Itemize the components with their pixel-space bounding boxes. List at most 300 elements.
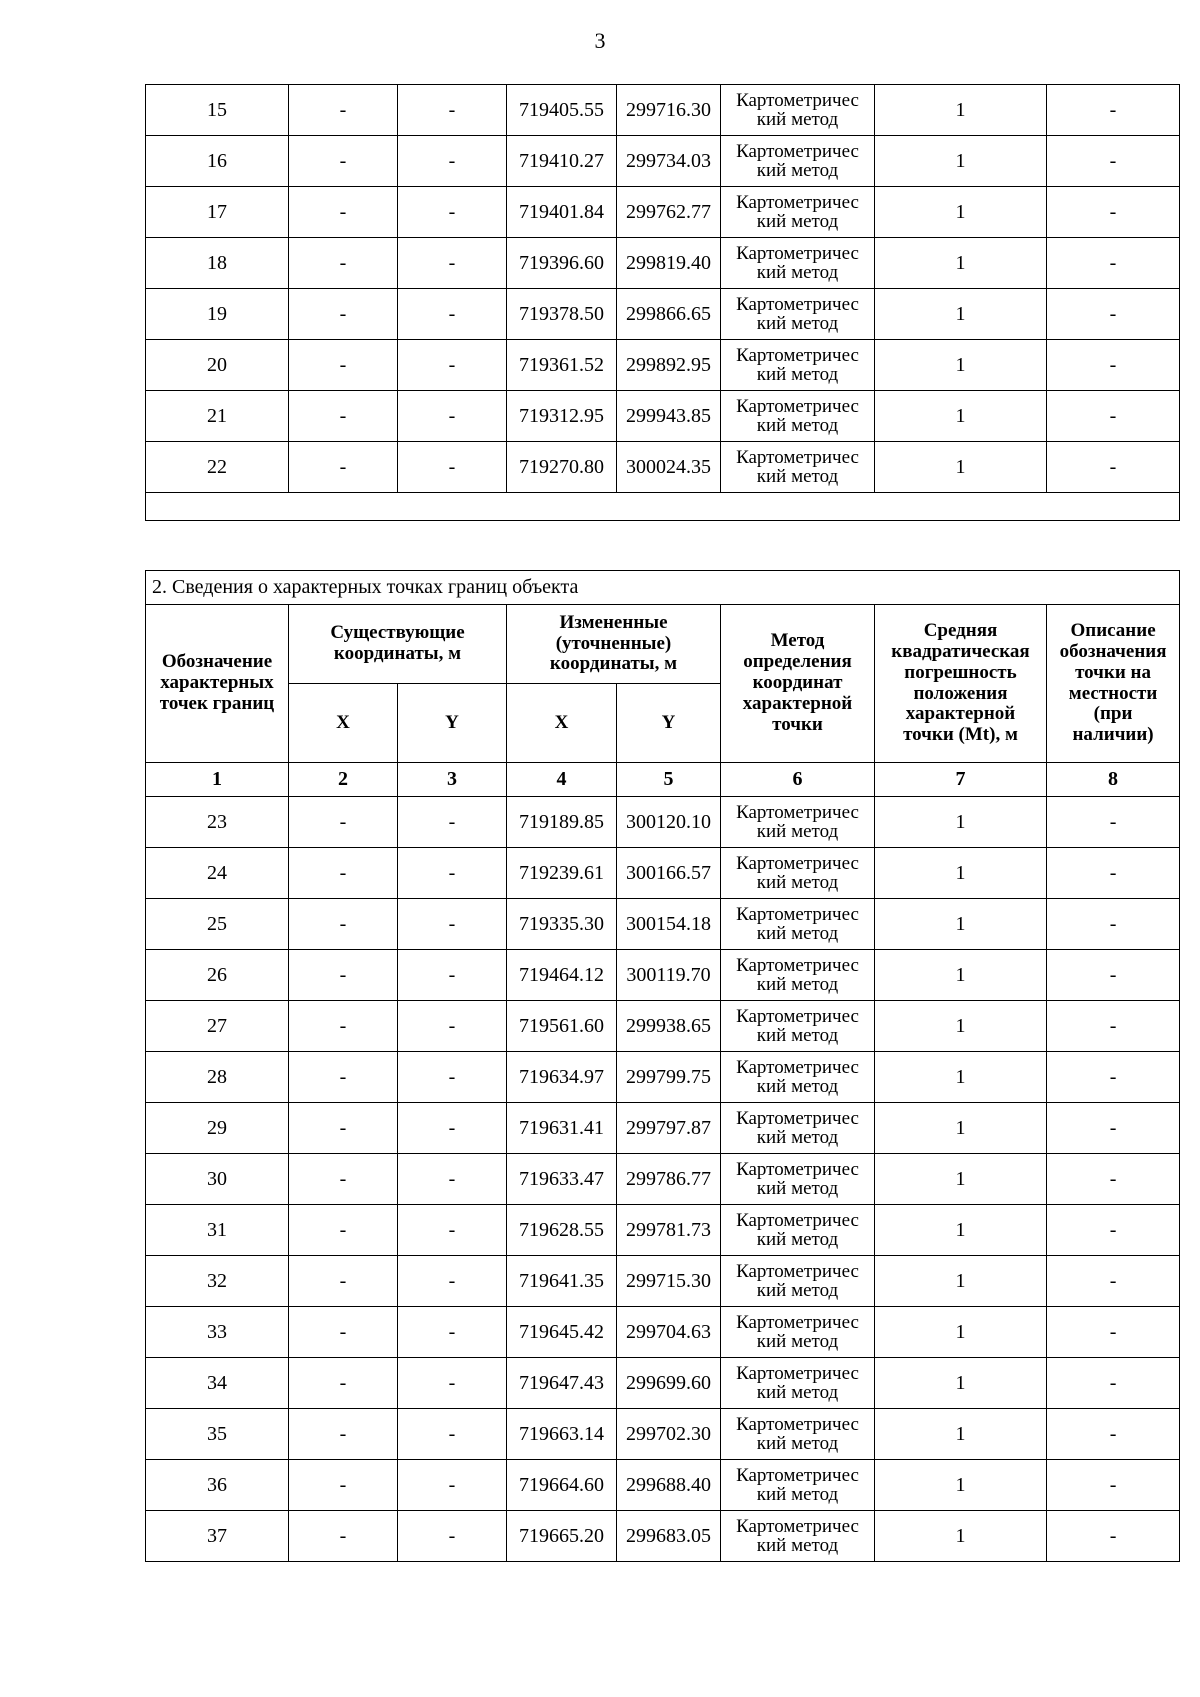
- method-line: кий метод: [756, 1076, 839, 1097]
- header-changed-coords: [507, 605, 721, 684]
- method-cell: [721, 391, 875, 442]
- existing-y-cell: -: [398, 238, 507, 289]
- mt-cell: 1: [875, 1256, 1047, 1307]
- method-cell: [721, 442, 875, 493]
- table-row: [146, 1256, 1180, 1307]
- existing-y-cell: -: [398, 1409, 507, 1460]
- empty-row: [146, 493, 1180, 521]
- table-row: [146, 1205, 1180, 1256]
- changed-y-cell: 299819.40: [617, 238, 721, 289]
- changed-y-cell: 299762.77: [617, 187, 721, 238]
- point-designation-cell: 21: [146, 391, 289, 442]
- method-line: кий метод: [756, 1229, 839, 1250]
- point-designation-cell: 33: [146, 1307, 289, 1358]
- table-row: [146, 1052, 1180, 1103]
- method-cell: [721, 1154, 875, 1205]
- changed-y-cell: 299699.60: [617, 1358, 721, 1409]
- header-line: Описание: [1070, 619, 1156, 641]
- method-cell: [721, 1052, 875, 1103]
- changed-y-cell: 299702.30: [617, 1409, 721, 1460]
- method-line: кий метод: [756, 262, 839, 283]
- method-cell: [721, 187, 875, 238]
- table-row: [146, 950, 1180, 1001]
- changed-y-cell: 299704.63: [617, 1307, 721, 1358]
- header-line: координаты, м: [333, 643, 462, 664]
- method-line: Картометричес: [736, 1209, 859, 1231]
- method-line: кий метод: [756, 1331, 839, 1352]
- boundary-points-body: [146, 797, 1180, 1562]
- existing-y-cell: -: [398, 950, 507, 1001]
- table-row: [146, 1409, 1180, 1460]
- method-line: Картометричес: [736, 1311, 859, 1333]
- existing-x-cell: -: [289, 1154, 398, 1205]
- changed-x-cell: 719663.14: [507, 1409, 617, 1460]
- existing-x-cell: -: [289, 85, 398, 136]
- existing-y-cell: -: [398, 187, 507, 238]
- existing-y-cell: -: [398, 1154, 507, 1205]
- mt-cell: 1: [875, 1409, 1047, 1460]
- header-line: характерной: [742, 692, 853, 714]
- changed-y-cell: 299786.77: [617, 1154, 721, 1205]
- point-designation-cell: 28: [146, 1052, 289, 1103]
- method-cell: [721, 1103, 875, 1154]
- point-designation-cell: 19: [146, 289, 289, 340]
- header-line: Метод: [770, 630, 825, 652]
- header-line: Обозначение: [161, 651, 273, 673]
- method-line: Картометричес: [736, 395, 859, 417]
- mt-cell: 1: [875, 899, 1047, 950]
- existing-x-cell: -: [289, 848, 398, 899]
- changed-y-cell: 300154.18: [617, 899, 721, 950]
- existing-x-cell: -: [289, 136, 398, 187]
- point-designation-cell: 32: [146, 1256, 289, 1307]
- description-cell: -: [1047, 797, 1180, 848]
- header-line: точки (Mt), м: [903, 724, 1018, 746]
- point-designation-cell: 15: [146, 85, 289, 136]
- column-number: 2: [289, 763, 398, 797]
- empty-cell: [146, 493, 1180, 521]
- method-line: кий метод: [756, 821, 839, 842]
- method-cell: [721, 1409, 875, 1460]
- existing-y-cell: -: [398, 1001, 507, 1052]
- column-number: 8: [1047, 763, 1180, 797]
- column-number: 5: [617, 763, 721, 797]
- method-cell: [721, 1358, 875, 1409]
- method-line: Картометричес: [736, 293, 859, 315]
- mt-cell: 1: [875, 1511, 1047, 1562]
- existing-y-cell: -: [398, 1460, 507, 1511]
- changed-y-cell: 299892.95: [617, 340, 721, 391]
- mt-cell: 1: [875, 442, 1047, 493]
- description-cell: -: [1047, 1511, 1180, 1562]
- header-existing-x: X: [289, 684, 398, 763]
- header-line: (уточненные): [555, 632, 672, 654]
- point-designation-cell: 24: [146, 848, 289, 899]
- point-designation-cell: 35: [146, 1409, 289, 1460]
- method-line: Картометричес: [736, 1413, 859, 1435]
- changed-x-cell: 719396.60: [507, 238, 617, 289]
- method-line: Картометричес: [736, 1464, 859, 1486]
- existing-y-cell: -: [398, 848, 507, 899]
- method-line: кий метод: [756, 415, 839, 436]
- changed-y-cell: 299938.65: [617, 1001, 721, 1052]
- existing-x-cell: -: [289, 187, 398, 238]
- table-row: [146, 1307, 1180, 1358]
- existing-x-cell: -: [289, 289, 398, 340]
- description-cell: -: [1047, 1103, 1180, 1154]
- method-cell: [721, 1511, 875, 1562]
- point-designation-cell: 27: [146, 1001, 289, 1052]
- method-line: кий метод: [756, 872, 839, 893]
- existing-y-cell: -: [398, 442, 507, 493]
- header-line: характерной: [905, 703, 1016, 725]
- method-line: кий метод: [756, 466, 839, 487]
- existing-y-cell: -: [398, 136, 507, 187]
- changed-y-cell: 299799.75: [617, 1052, 721, 1103]
- method-line: кий метод: [756, 364, 839, 385]
- existing-y-cell: -: [398, 1103, 507, 1154]
- description-cell: -: [1047, 391, 1180, 442]
- method-cell: [721, 1205, 875, 1256]
- existing-y-cell: -: [398, 391, 507, 442]
- method-line: кий метод: [756, 1535, 839, 1556]
- method-line: кий метод: [756, 1178, 839, 1199]
- method-line: кий метод: [756, 313, 839, 334]
- table-row: [146, 797, 1180, 848]
- point-designation-cell: 17: [146, 187, 289, 238]
- method-line: Картометричес: [736, 140, 859, 162]
- table-row: [146, 1001, 1180, 1052]
- point-designation-cell: 29: [146, 1103, 289, 1154]
- boundary-points-table: [145, 570, 1180, 1562]
- column-number: 4: [507, 763, 617, 797]
- method-line: Картометричес: [736, 1107, 859, 1129]
- description-cell: -: [1047, 1460, 1180, 1511]
- header-line: определения: [743, 651, 852, 673]
- method-line: Картометричес: [736, 1515, 859, 1537]
- existing-x-cell: -: [289, 238, 398, 289]
- method-line: кий метод: [756, 211, 839, 232]
- existing-y-cell: -: [398, 1307, 507, 1358]
- table-row: [146, 187, 1180, 238]
- method-line: кий метод: [756, 1382, 839, 1403]
- page-number: 3: [594, 28, 606, 53]
- table-row: [146, 85, 1180, 136]
- point-designation-cell: 22: [146, 442, 289, 493]
- method-line: кий метод: [756, 974, 839, 995]
- existing-x-cell: -: [289, 1358, 398, 1409]
- existing-y-cell: -: [398, 1358, 507, 1409]
- table-row: [146, 1511, 1180, 1562]
- point-designation-cell: 16: [146, 136, 289, 187]
- table-row: [146, 1460, 1180, 1511]
- method-line: кий метод: [756, 1433, 839, 1454]
- description-cell: -: [1047, 1052, 1180, 1103]
- point-designation-cell: 34: [146, 1358, 289, 1409]
- existing-x-cell: -: [289, 391, 398, 442]
- section-title: 2. Сведения о характерных точках границ объекта: [146, 571, 1180, 605]
- existing-y-cell: -: [398, 1256, 507, 1307]
- point-designation-cell: 23: [146, 797, 289, 848]
- table-row: [146, 136, 1180, 187]
- header-existing-y: Y: [398, 684, 507, 763]
- mt-cell: 1: [875, 187, 1047, 238]
- header-existing-coords: [289, 605, 507, 684]
- changed-x-cell: 719239.61: [507, 848, 617, 899]
- existing-x-cell: -: [289, 442, 398, 493]
- header-point-designation: [146, 605, 289, 763]
- header-line: положения: [913, 682, 1008, 704]
- changed-x-cell: 719410.27: [507, 136, 617, 187]
- points-table-continued: [145, 84, 1180, 521]
- existing-x-cell: -: [289, 340, 398, 391]
- method-line: Картометричес: [736, 191, 859, 213]
- description-cell: -: [1047, 340, 1180, 391]
- mt-cell: 1: [875, 1103, 1047, 1154]
- changed-y-cell: 299715.30: [617, 1256, 721, 1307]
- existing-x-cell: -: [289, 797, 398, 848]
- column-number: 7: [875, 763, 1047, 797]
- header-line: (при: [1093, 703, 1133, 725]
- existing-x-cell: -: [289, 1511, 398, 1562]
- description-cell: -: [1047, 442, 1180, 493]
- header-line: обозначения: [1059, 640, 1167, 662]
- method-cell: [721, 238, 875, 289]
- changed-x-cell: 719631.41: [507, 1103, 617, 1154]
- method-cell: [721, 340, 875, 391]
- point-designation-cell: 30: [146, 1154, 289, 1205]
- header-changed-x: X: [507, 684, 617, 763]
- changed-y-cell: 300024.35: [617, 442, 721, 493]
- mt-cell: 1: [875, 797, 1047, 848]
- changed-x-cell: 719312.95: [507, 391, 617, 442]
- mt-cell: 1: [875, 1001, 1047, 1052]
- existing-y-cell: -: [398, 1052, 507, 1103]
- method-line: Картометричес: [736, 1056, 859, 1078]
- description-cell: -: [1047, 187, 1180, 238]
- method-cell: [721, 848, 875, 899]
- header-line: квадратическая: [891, 640, 1030, 662]
- mt-cell: 1: [875, 1205, 1047, 1256]
- method-cell: [721, 85, 875, 136]
- changed-y-cell: 299688.40: [617, 1460, 721, 1511]
- column-number: 6: [721, 763, 875, 797]
- existing-x-cell: -: [289, 899, 398, 950]
- existing-x-cell: -: [289, 950, 398, 1001]
- header-changed-y: Y: [617, 684, 721, 763]
- method-line: кий метод: [756, 160, 839, 181]
- point-designation-cell: 31: [146, 1205, 289, 1256]
- description-cell: -: [1047, 848, 1180, 899]
- mt-cell: 1: [875, 391, 1047, 442]
- existing-y-cell: -: [398, 1205, 507, 1256]
- existing-x-cell: -: [289, 1001, 398, 1052]
- changed-x-cell: 719633.47: [507, 1154, 617, 1205]
- changed-y-cell: 299866.65: [617, 289, 721, 340]
- header-line: Существующие: [330, 622, 465, 644]
- changed-x-cell: 719647.43: [507, 1358, 617, 1409]
- changed-x-cell: 719464.12: [507, 950, 617, 1001]
- changed-x-cell: 719634.97: [507, 1052, 617, 1103]
- changed-x-cell: 719335.30: [507, 899, 617, 950]
- method-line: Картометричес: [736, 852, 859, 874]
- method-line: Картометричес: [736, 242, 859, 264]
- mt-cell: 1: [875, 950, 1047, 1001]
- changed-x-cell: 719665.20: [507, 1511, 617, 1562]
- changed-y-cell: 299797.87: [617, 1103, 721, 1154]
- description-cell: -: [1047, 950, 1180, 1001]
- description-cell: -: [1047, 1307, 1180, 1358]
- point-designation-cell: 25: [146, 899, 289, 950]
- header-line: наличии): [1072, 724, 1154, 746]
- changed-x-cell: 719378.50: [507, 289, 617, 340]
- method-cell: [721, 950, 875, 1001]
- method-line: кий метод: [756, 1025, 839, 1046]
- header-line: координаты, м: [549, 653, 678, 675]
- changed-y-cell: 299734.03: [617, 136, 721, 187]
- method-line: Картометричес: [736, 1260, 859, 1282]
- existing-y-cell: -: [398, 85, 507, 136]
- mt-cell: 1: [875, 340, 1047, 391]
- table-row: [146, 391, 1180, 442]
- header-line: координат: [752, 672, 843, 694]
- method-cell: [721, 1256, 875, 1307]
- mt-cell: 1: [875, 848, 1047, 899]
- existing-x-cell: -: [289, 1409, 398, 1460]
- method-line: кий метод: [756, 1127, 839, 1148]
- changed-y-cell: 299683.05: [617, 1511, 721, 1562]
- changed-y-cell: 299716.30: [617, 85, 721, 136]
- changed-x-cell: 719664.60: [507, 1460, 617, 1511]
- changed-x-cell: 719401.84: [507, 187, 617, 238]
- description-cell: -: [1047, 1205, 1180, 1256]
- point-designation-cell: 36: [146, 1460, 289, 1511]
- method-line: Картометричес: [736, 1005, 859, 1027]
- description-cell: -: [1047, 238, 1180, 289]
- changed-y-cell: 300119.70: [617, 950, 721, 1001]
- method-cell: [721, 136, 875, 187]
- existing-x-cell: -: [289, 1307, 398, 1358]
- changed-x-cell: 719270.80: [507, 442, 617, 493]
- mt-cell: 1: [875, 1052, 1047, 1103]
- header-line: характерных: [160, 672, 274, 694]
- header-line: погрешность: [904, 661, 1017, 683]
- existing-x-cell: -: [289, 1052, 398, 1103]
- header-line: Средняя: [923, 619, 998, 641]
- existing-x-cell: -: [289, 1256, 398, 1307]
- header-line: местности: [1068, 682, 1158, 704]
- changed-y-cell: 299781.73: [617, 1205, 721, 1256]
- table-row: [146, 848, 1180, 899]
- description-cell: -: [1047, 289, 1180, 340]
- mt-cell: 1: [875, 1154, 1047, 1205]
- method-line: Картометричес: [736, 89, 859, 111]
- table-row: [146, 1154, 1180, 1205]
- changed-x-cell: 719641.35: [507, 1256, 617, 1307]
- point-designation-cell: 18: [146, 238, 289, 289]
- changed-y-cell: 300120.10: [617, 797, 721, 848]
- changed-x-cell: 719628.55: [507, 1205, 617, 1256]
- table-row: [146, 289, 1180, 340]
- description-cell: -: [1047, 1409, 1180, 1460]
- method-line: Картометричес: [736, 344, 859, 366]
- existing-y-cell: -: [398, 797, 507, 848]
- header-line: Измененные: [559, 611, 668, 633]
- description-cell: -: [1047, 1001, 1180, 1052]
- changed-x-cell: 719361.52: [507, 340, 617, 391]
- column-number: 1: [146, 763, 289, 797]
- points-table-body: [146, 85, 1180, 521]
- mt-cell: 1: [875, 238, 1047, 289]
- method-line: Картометричес: [736, 446, 859, 468]
- changed-x-cell: 719645.42: [507, 1307, 617, 1358]
- existing-y-cell: -: [398, 289, 507, 340]
- mt-cell: 1: [875, 136, 1047, 187]
- header-line: точек границ: [159, 692, 275, 714]
- method-cell: [721, 899, 875, 950]
- existing-x-cell: -: [289, 1103, 398, 1154]
- table-row: [146, 1358, 1180, 1409]
- existing-x-cell: -: [289, 1460, 398, 1511]
- description-cell: -: [1047, 1256, 1180, 1307]
- method-line: кий метод: [756, 923, 839, 944]
- mt-cell: 1: [875, 1460, 1047, 1511]
- method-cell: [721, 289, 875, 340]
- description-cell: -: [1047, 136, 1180, 187]
- method-line: кий метод: [756, 1484, 839, 1505]
- description-cell: -: [1047, 899, 1180, 950]
- method-cell: [721, 1460, 875, 1511]
- description-cell: -: [1047, 1154, 1180, 1205]
- method-line: кий метод: [756, 109, 839, 130]
- mt-cell: 1: [875, 1358, 1047, 1409]
- table-row: [146, 238, 1180, 289]
- table-row: [146, 340, 1180, 391]
- changed-x-cell: 719561.60: [507, 1001, 617, 1052]
- method-line: Картометричес: [736, 801, 859, 823]
- table-row: [146, 899, 1180, 950]
- existing-x-cell: -: [289, 1205, 398, 1256]
- changed-y-cell: 299943.85: [617, 391, 721, 442]
- changed-y-cell: 300166.57: [617, 848, 721, 899]
- point-designation-cell: 20: [146, 340, 289, 391]
- changed-x-cell: 719405.55: [507, 85, 617, 136]
- mt-cell: 1: [875, 85, 1047, 136]
- table-row: [146, 442, 1180, 493]
- column-number: 3: [398, 763, 507, 797]
- method-line: Картометричес: [736, 1158, 859, 1180]
- method-line: кий метод: [756, 1280, 839, 1301]
- method-cell: [721, 1001, 875, 1052]
- point-designation-cell: 37: [146, 1511, 289, 1562]
- table-row: [146, 1103, 1180, 1154]
- header-line: точки на: [1075, 661, 1151, 683]
- method-cell: [721, 1307, 875, 1358]
- header-method: [721, 605, 875, 763]
- description-cell: -: [1047, 85, 1180, 136]
- existing-y-cell: -: [398, 1511, 507, 1562]
- header-mt: [875, 605, 1047, 763]
- point-designation-cell: 26: [146, 950, 289, 1001]
- existing-y-cell: -: [398, 899, 507, 950]
- mt-cell: 1: [875, 289, 1047, 340]
- method-line: Картометричес: [736, 954, 859, 976]
- method-cell: [721, 797, 875, 848]
- header-description: [1047, 605, 1180, 763]
- mt-cell: 1: [875, 1307, 1047, 1358]
- header-line: точки: [772, 713, 823, 735]
- description-cell: -: [1047, 1358, 1180, 1409]
